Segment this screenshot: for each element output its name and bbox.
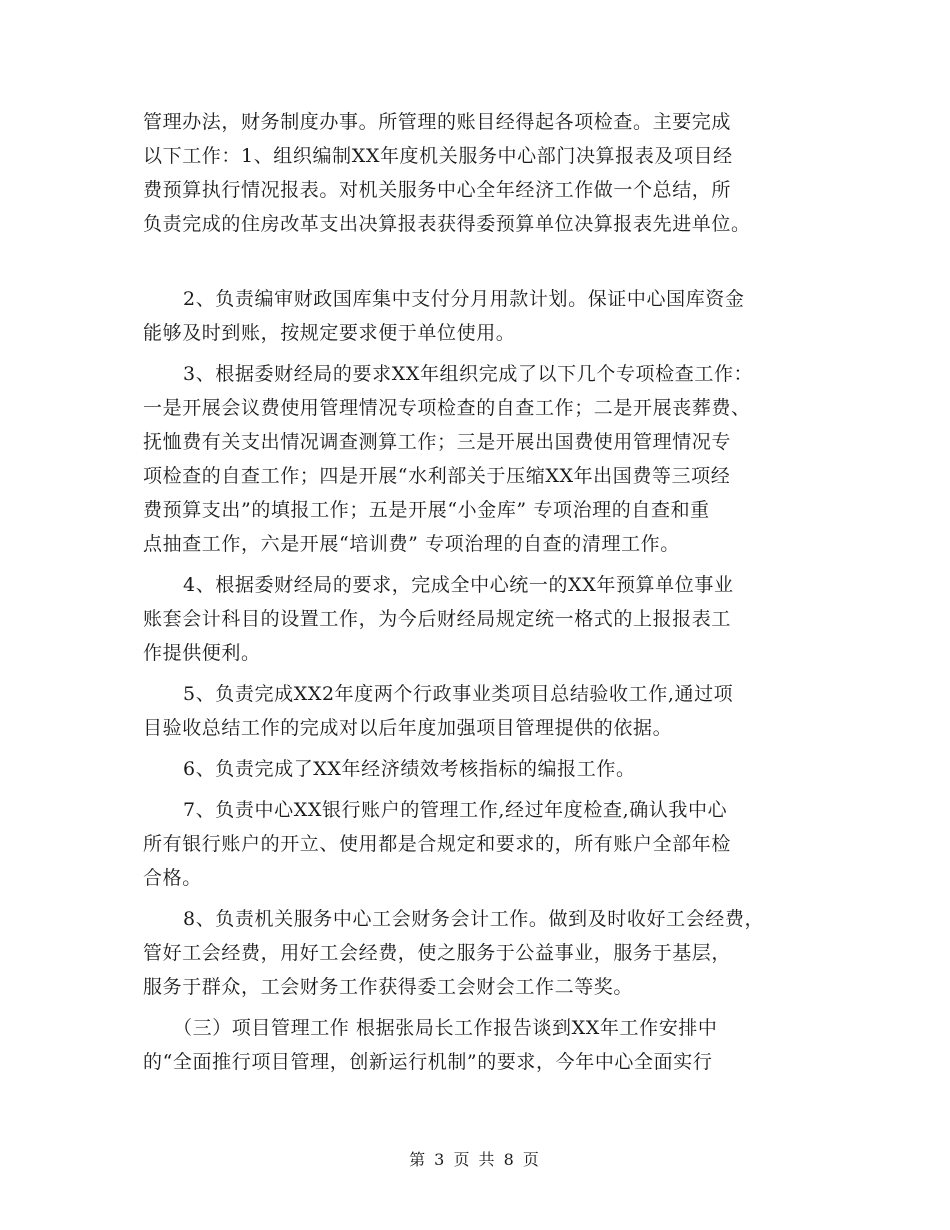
text-line: 项检查的自查工作；四是开展“水利部关于压缩XX年出国费等三项经: [143, 465, 731, 487]
text-line: 管好工会经费，用好工会经费，使之服务于公益事业，服务于基层，: [143, 942, 732, 964]
text-line: 抚恤费有关支出情况调查测算工作；三是开展出国费使用管理情况专: [143, 431, 732, 453]
text-line: （三）项目管理工作 根据张局长工作报告谈到XX年工作安排中: [173, 1017, 718, 1039]
text-line: 账套会计科目的设置工作，为今后财经局规定统一格式的上报报表工: [143, 608, 732, 630]
text-line: 4、根据委财经局的要求，完成全中心统一的XX年预算单位事业: [183, 574, 734, 596]
text-line: 6、负责完成了XX年经济绩效考核指标的编报工作。: [183, 758, 636, 780]
text-line: 目验收总结工作的完成对以后年度加强项目管理提供的依据。: [143, 717, 673, 739]
text-line: 负责完成的住房改革支出决算报表获得委预算单位决算报表先进单位。: [143, 213, 751, 235]
text-line: 7、负责中心XX银行账户的管理工作,经过年度检查,确认我中心: [183, 799, 728, 821]
text-line: 3、根据委财经局的要求XX年组织完成了以下几个专项检查工作：: [183, 363, 754, 385]
text-line: 费预算执行情况报表。对机关服务中心全年经济工作做一个总结，所: [143, 179, 732, 201]
text-line: 所有银行账户的开立、使用都是合规定和要求的，所有账户全部年检: [143, 833, 732, 855]
text-line: 以下工作：1、组织编制XX年度机关服务中心部门决算报表及项目经: [143, 145, 733, 167]
text-line: 5、负责完成XX2年度两个行政事业类项目总结验收工作,通过项: [183, 683, 734, 705]
text-line: 作提供便利。: [143, 642, 261, 664]
text-line: 合格。: [143, 867, 202, 889]
text-line: 点抽查工作，六是开展“培训费” 专项治理的自查的清理工作。: [143, 533, 680, 555]
page-number-footer: 第 3 页 共 8 页: [409, 1150, 541, 1169]
text-line: 一是开展会议费使用管理情况专项检查的自查工作；二是开展丧葬费、: [143, 397, 751, 419]
text-line: 的“全面推行项目管理，创新运行机制”的要求，今年中心全面实行: [143, 1051, 713, 1073]
text-line: 费预算支出”的填报工作；五是开展“小金库” 专项治理的自查和重: [143, 499, 710, 521]
text-line: 8、负责机关服务中心工会财务会计工作。做到及时收好工会经费，: [183, 908, 765, 930]
text-line: 能够及时到账，按规定要求便于单位使用。: [143, 322, 516, 344]
text-line: 服务于群众，工会财务工作获得委工会财会工作二等奖。: [143, 976, 634, 998]
text-line: 2、负责编审财政国库集中支付分月用款计划。保证中心国库资金: [183, 288, 745, 310]
text-line: 管理办法，财务制度办事。所管理的账目经得起各项检查。主要完成: [143, 111, 732, 133]
